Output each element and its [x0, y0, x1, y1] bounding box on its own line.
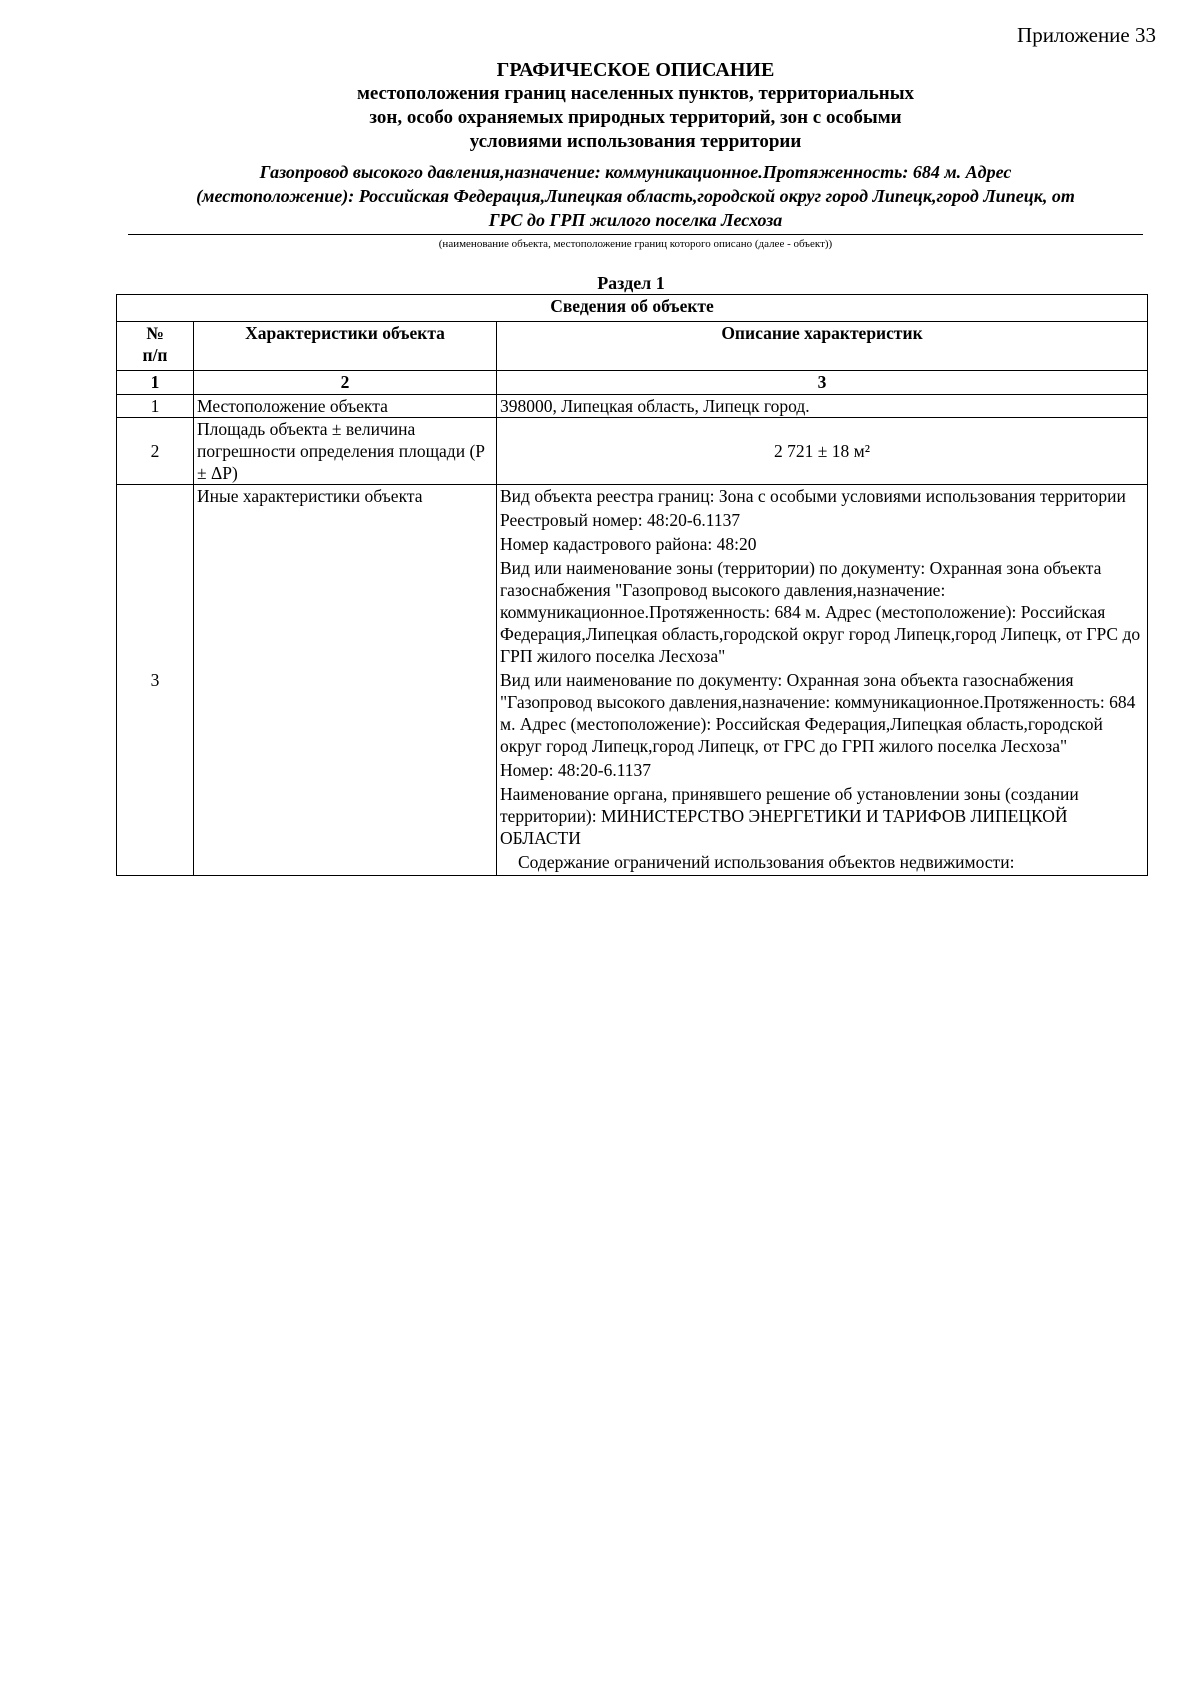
description-paragraph: Номер кадастрового района: 48:20 [500, 534, 757, 554]
table-row [117, 395, 1148, 418]
table-header-row [117, 322, 1148, 371]
column-header-characteristics: Характеристики объекта [194, 322, 497, 371]
row-number: 3 [117, 485, 194, 876]
row-characteristic: Иные характеристики объекта [194, 485, 497, 876]
column-number: 2 [194, 371, 497, 395]
document-title: ГРАФИЧЕСКОЕ ОПИСАНИЕ [496, 59, 775, 81]
object-name-line: (местоположение): Российская Федерация,Липецкая область,городской округ город Липецк,город Липецк, от [196, 186, 1075, 206]
object-name-line: ГРС до ГРП жилого поселка Лесхоза [488, 210, 783, 230]
object-name [128, 160, 1143, 235]
row-number: 2 [117, 418, 194, 485]
object-info-table [116, 294, 1148, 876]
description-paragraph: Вид объекта реестра границ: Зона с особыми условиями использования территории [500, 486, 1126, 506]
table-row [117, 418, 1148, 485]
row-number: 1 [117, 395, 194, 418]
row-characteristic: Местоположение объекта [194, 395, 497, 418]
column-number: 3 [497, 371, 1148, 395]
object-name-line: Газопровод высокого давления,назначение: коммуникационное.Протяженность: 684 м. Адрес [259, 162, 1012, 182]
column-header-description: Описание характеристик [497, 322, 1148, 371]
description-paragraph: Содержание ограничений использования объектов недвижимости: [518, 852, 1015, 872]
description-paragraph: Вид или наименование по документу: Охранная зона объекта газоснабжения "Газопровод высокого давления,назначение: коммуникационное.Протяженность: 684 м. Адрес (местоположение): Российская Федерация,Липецкая область,городской округ город Липецк,город Липецк, от ГРС до ГРП жилого поселка Лесхоза" [500, 670, 1136, 756]
table-caption: Сведения об объекте [117, 295, 1148, 322]
document-header [128, 58, 1143, 252]
description-paragraph: Реестровый номер: 48:20-6.1137 [500, 510, 741, 530]
column-number-row [117, 371, 1148, 395]
table-caption-row [117, 295, 1148, 322]
object-caption: (наименование объекта, местоположение границ которого описано (далее - объект)) [438, 238, 833, 250]
row-characteristic: Площадь объекта ± величина погрешности определения площади (P ± ΔP) [194, 418, 497, 485]
row-description [497, 485, 1148, 876]
description-paragraph: Наименование органа, принявшего решение об установлении зоны (создании территории): МИНИСТЕРСТВО ЭНЕРГЕТИКИ И ТАРИФОВ ЛИПЕЦКОЙ ОБЛАСТИ [500, 784, 1079, 848]
subtitle-line: зон, особо охраняемых природных территорий, зон с особыми [369, 107, 902, 128]
row-description: 2 721 ± 18 м² [497, 418, 1148, 485]
description-paragraph: Номер: 48:20-6.1137 [500, 760, 652, 780]
table-row [117, 485, 1148, 876]
subtitle-line: условиями использования территории [469, 131, 802, 152]
row-description: 398000, Липецкая область, Липецк город. [497, 395, 1148, 418]
section-title: Раздел 1 [597, 273, 665, 293]
column-number: 1 [117, 371, 194, 395]
subtitle-line: местоположения границ населенных пунктов, территориальных [356, 83, 915, 104]
description-paragraph: Вид или наименование зоны (территории) по документу: Охранная зона объекта газоснабжения "Газопровод высокого давления,назначение: коммуникационное.Протяженность: 684 м. Адрес (местоположение): Российская Федерация,Липецкая область,городской округ город Липецк,город Липецк, от ГРС до ГРП жилого поселка Лесхоза" [500, 558, 1141, 666]
column-header-number: № п/п [117, 322, 194, 371]
appendix-label: Приложение 33 [1017, 23, 1156, 47]
